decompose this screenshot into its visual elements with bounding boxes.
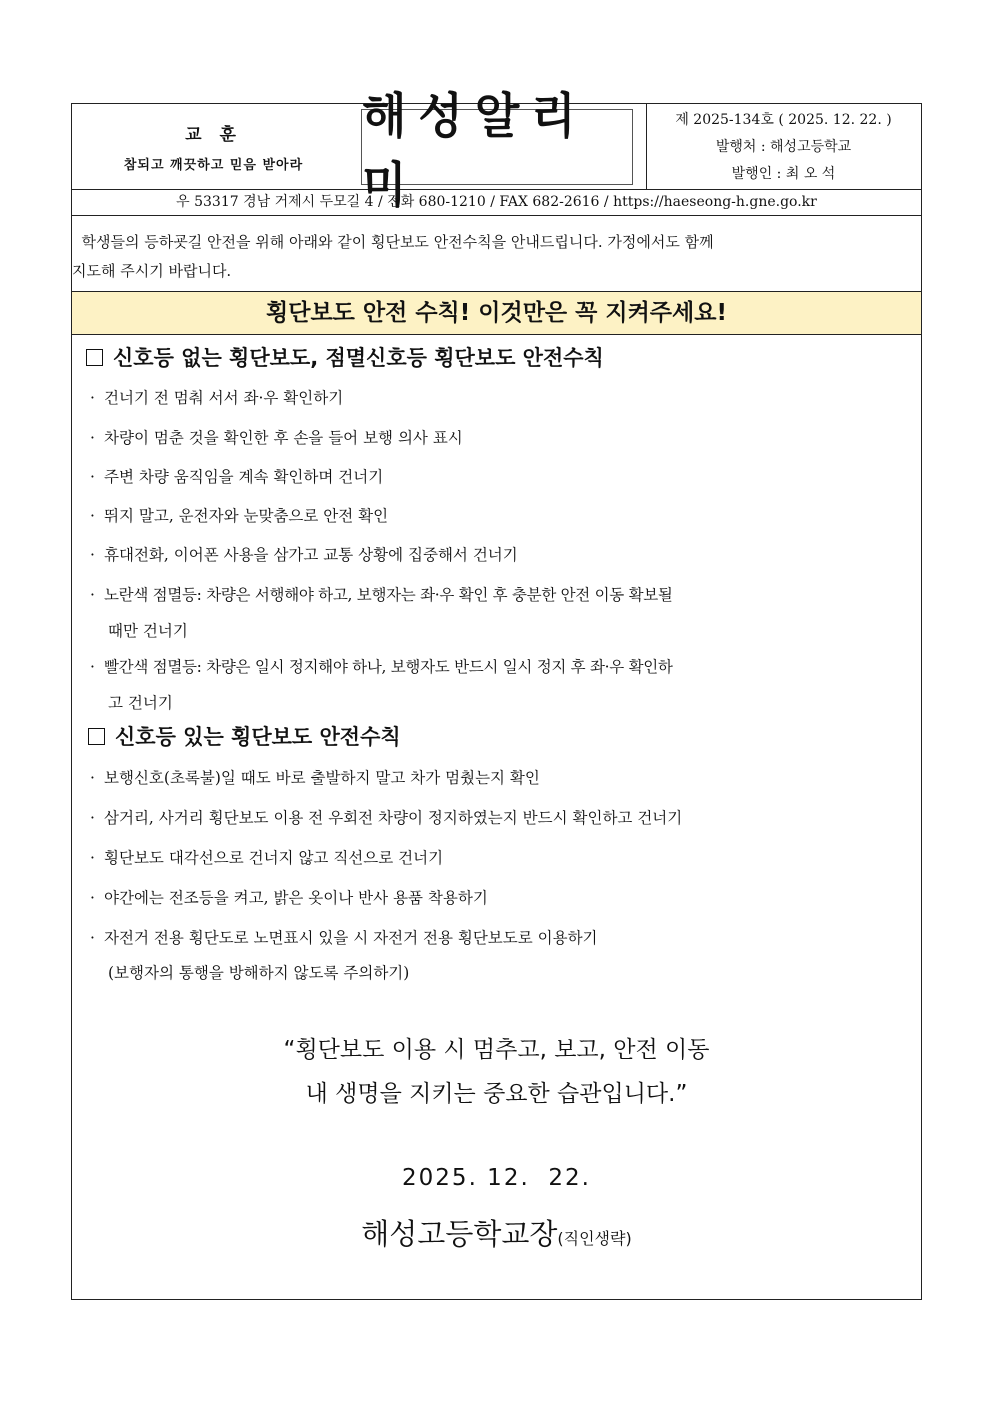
bullet: ·: [90, 429, 95, 447]
intro-paragraph: [72, 216, 921, 290]
bullet: ·: [90, 889, 95, 907]
list-item-text: 자전거 전용 횡단도로 노면표시 있을 시 자전거 전용 횡단보도로 이용하기: [104, 929, 598, 947]
signature-name: 해성고등학교장: [361, 1217, 558, 1251]
list-item-text: 노란색 점멸등: 차량은 서행해야 하고, 보행자는 좌·우 확인 후 충분한 안전 이동 확보될: [104, 586, 673, 604]
issuer: 발행인 : 최 오 석: [731, 166, 836, 182]
section2-heading: [88, 721, 401, 751]
list-item-text: 휴대전화, 이어폰 사용을 삼가고 교통 상황에 집중해서 건너기: [104, 546, 518, 564]
list-item: [90, 498, 919, 534]
list-item-continuation: 때만 건너기: [108, 622, 188, 640]
issue-info: [646, 104, 921, 189]
section1-heading-text: 신호등 없는 횡단보도, 점멸신호등 횡단보도 안전수칙: [113, 346, 604, 370]
bullet: ·: [90, 769, 95, 787]
motto-title: 교 훈: [185, 125, 242, 145]
section2-heading-text: 신호등 있는 횡단보도 안전수칙: [115, 725, 401, 749]
list-item-text: 야간에는 전조등을 켜고, 밝은 옷이나 반사 용품 착용하기: [104, 889, 488, 907]
quote-line-1: “횡단보도 이용 시 멈추고, 보고, 안전 이동: [283, 1037, 710, 1063]
newsletter-title-cell: [355, 87, 647, 214]
list-item-text: 뛰지 말고, 운전자와 눈맞춤으로 안전 확인: [104, 507, 389, 525]
bullet: ·: [90, 809, 95, 827]
newsletter-title: 해성알리미: [362, 87, 588, 214]
quote-line-2: 내 생명을 지키는 중요한 습관입니다.”: [305, 1081, 688, 1107]
list-item: [90, 537, 919, 573]
newsletter-frame: [71, 87, 922, 1300]
bullet: ·: [90, 507, 95, 525]
checkbox-square-icon: [88, 728, 105, 745]
list-item-text: 삼거리, 사거리 횡단보도 이용 전 우회전 차량이 정지하였는지 반드시 확인하고 건너기: [104, 809, 683, 827]
list-item-text: 차량이 멈춘 것을 확인한 후 손을 들어 보행 의사 표시: [104, 429, 463, 447]
signature-note: (직인생략): [557, 1229, 632, 1248]
address-line: 우 53317 경남 거제시 두모길 4 / 전화 680-1210 / FAX 682-2616 / https://haeseong-h.gne.go.kr: [72, 189, 921, 216]
list-item: [90, 459, 919, 495]
bullet: ·: [90, 468, 95, 486]
list-item-text: 주변 차량 움직임을 계속 확인하며 건너기: [104, 468, 384, 486]
school-motto: [72, 104, 356, 189]
checkbox-square-icon: [86, 349, 103, 366]
list-item: [90, 800, 919, 836]
bullet: ·: [90, 658, 95, 676]
banner-heading: 횡단보도 안전 수칙! 이것만은 꼭 지켜주세요!: [72, 291, 921, 335]
list-item: [90, 380, 919, 416]
list-item-text: 건너기 전 멈춰 서서 좌·우 확인하기: [104, 389, 344, 407]
list-item: [90, 577, 919, 649]
list-item-text: 빨간색 점멸등: 차량은 일시 정지해야 하나, 보행자도 반드시 일시 정지 후 좌·우 확인하: [104, 658, 673, 676]
intro-line-1: 학생들의 등하굣길 안전을 위해 아래와 같이 횡단보도 안전수칙을 안내드립니다. 가정에서도 함께: [72, 233, 714, 251]
publisher: 발행처 : 해성고등학교: [715, 139, 852, 155]
list-item: [90, 649, 919, 721]
list-item-continuation: 고 건너기: [108, 694, 173, 712]
newsletter-title-box: [361, 87, 633, 214]
list-item: [90, 420, 919, 456]
list-item-text: 횡단보도 대각선으로 건너지 않고 직선으로 건너기: [104, 849, 444, 867]
bullet: ·: [90, 389, 95, 407]
list-item: [90, 840, 919, 876]
list-item: [90, 760, 919, 796]
intro-line-2: 지도해 주시기 바랍니다.: [72, 262, 232, 280]
section1-heading: [86, 342, 604, 372]
list-item-text: 보행신호(초록불)일 때도 바로 출발하지 말고 차가 멈췄는지 확인: [104, 769, 540, 787]
signature: [72, 1212, 921, 1253]
list-item-continuation: (보행자의 통행을 방해하지 않도록 주의하기): [108, 964, 410, 982]
bullet: ·: [90, 546, 95, 564]
bullet: ·: [90, 586, 95, 604]
motto-text: 참되고 깨끗하고 믿음 받아라: [123, 158, 304, 173]
issue-number: 제 2025-134호 ( 2025. 12. 22. ): [675, 112, 892, 128]
bullet: ·: [90, 929, 95, 947]
list-item: [90, 880, 919, 916]
list-item: [90, 920, 919, 990]
bullet: ·: [90, 849, 95, 867]
issue-date: 2025. 12. 22.: [402, 1165, 591, 1191]
